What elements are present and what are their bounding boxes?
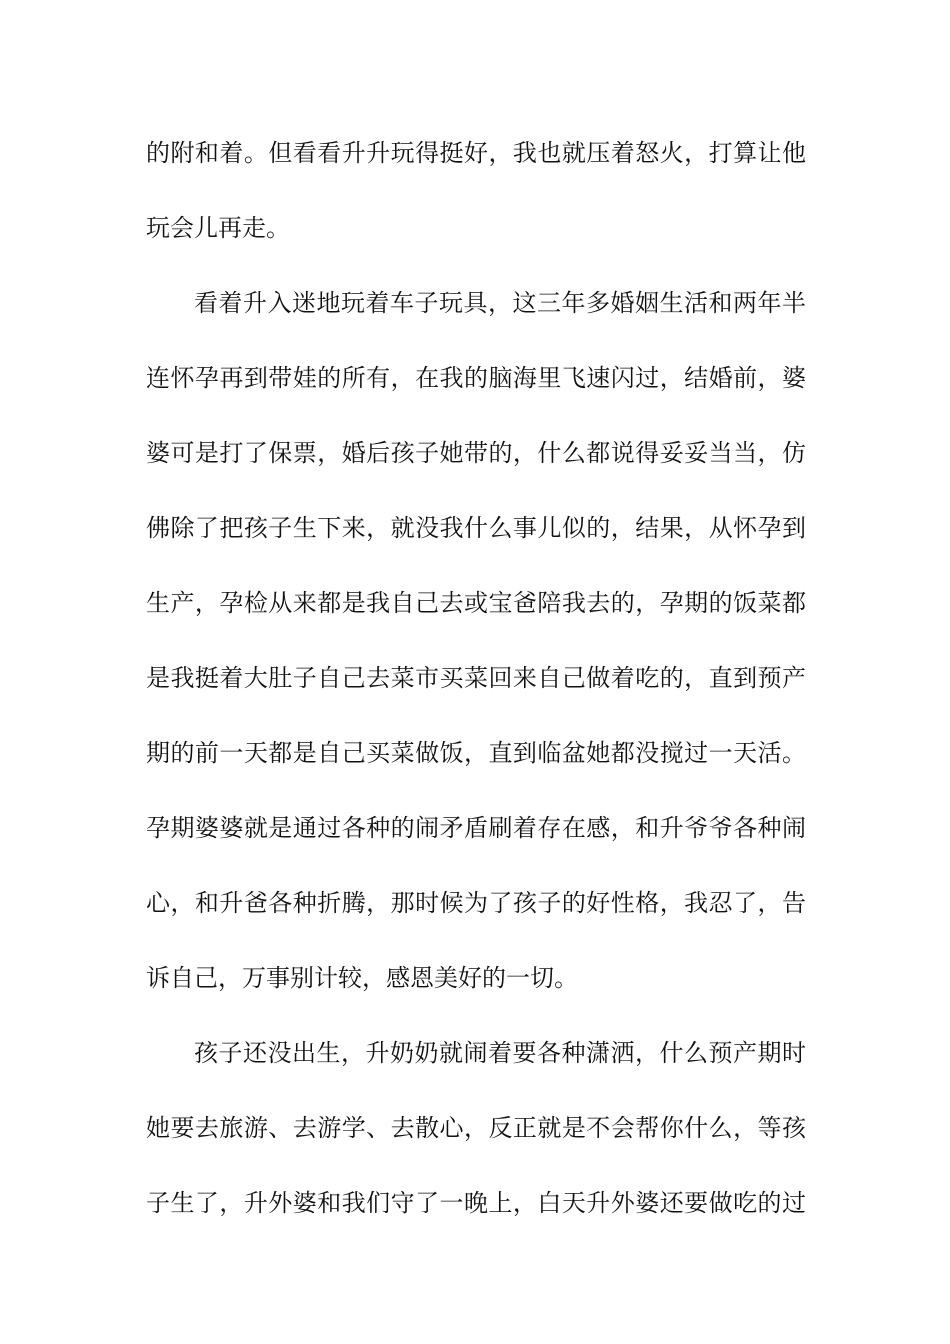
text-line: 子生了，升外婆和我们守了一晚上，白天升外婆还要做吃的过 <box>146 1189 806 1217</box>
text-line: 是我挺着大肚子自己去菜市买菜回来自己做着吃的，直到预产 <box>146 664 806 692</box>
text-line: 生产，孕检从来都是我自己去或宝爸陪我去的，孕期的饭菜都 <box>146 589 806 617</box>
body-text <box>146 127 806 1252</box>
text-line: 看着升入迷地玩着车子玩具，这三年多婚姻生活和两年半 <box>194 289 806 317</box>
text-line: 孩子还没出生，升奶奶就闹着要各种潇洒，什么预产期时 <box>194 1039 806 1067</box>
text-line: 期的前一天都是自己买菜做饭，直到临盆她都没搅过一天活。 <box>146 739 806 767</box>
text-line: 心，和升爸各种折腾，那时候为了孩子的好性格，我忍了，告 <box>146 889 806 917</box>
text-line: 孕期婆婆就是通过各种的闹矛盾刷着存在感，和升爷爷各种闹 <box>146 814 806 842</box>
text-line: 她要去旅游、去游学、去散心，反正就是不会帮你什么，等孩 <box>146 1114 806 1142</box>
text-line: 的附和着。但看看升升玩得挺好，我也就压着怒火，打算让他 <box>146 139 806 167</box>
text-line: 连怀孕再到带娃的所有，在我的脑海里飞速闪过，结婚前，婆 <box>146 364 806 392</box>
text-line: 佛除了把孩子生下来，就没我什么事儿似的，结果，从怀孕到 <box>146 514 806 542</box>
text-line: 玩会儿再走。 <box>146 214 290 242</box>
text-line: 婆可是打了保票，婚后孩子她带的，什么都说得妥妥当当，仿 <box>146 439 806 467</box>
text-line: 诉自己，万事别计较，感恩美好的一切。 <box>146 964 578 992</box>
